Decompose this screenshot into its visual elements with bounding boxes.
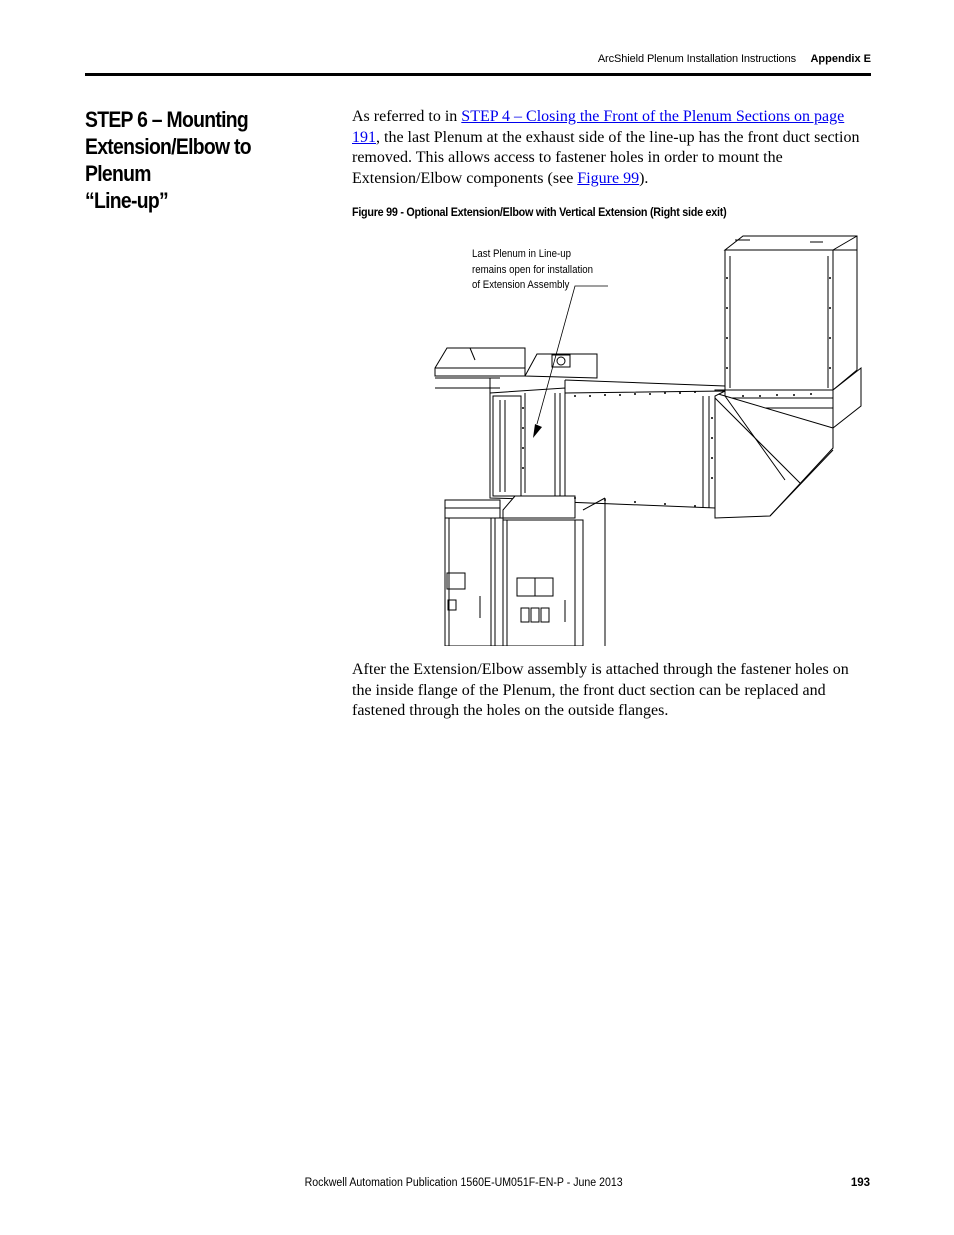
section-title — [85, 106, 305, 214]
header-rule — [85, 73, 871, 76]
callout-line3: of Extension Assembly — [472, 279, 570, 291]
document-title: ArcShield Plenum Installation Instructions — [597, 53, 796, 65]
callout-line1: Last Plenum in Line-up — [472, 248, 572, 260]
page-number: 193 — [850, 1177, 870, 1189]
intro-text-middle: , the last Plenum at the exhaust side of the line-up has the front duct section removed. This allows access to fastener holes in order to mount the Extension/Elbow components (see — [352, 128, 860, 187]
figure99-link[interactable]: Figure 99 — [577, 169, 640, 187]
publication-id: Rockwell Automation Publication 1560E-UM051F-EN-P - June 2013 — [305, 1177, 623, 1189]
callout-line2: remains open for installation — [472, 263, 594, 276]
page-footer — [0, 1177, 954, 1193]
section-title-line3: “Line-up” — [85, 188, 168, 213]
intro-paragraph — [352, 107, 872, 189]
closing-paragraph: After the Extension/Elbow assembly is attached through the fastener holes on the inside flange of the Plenum, the front duct section can be replaced and fastened through the holes on the outside flanges. — [352, 661, 849, 719]
section-title-line1: STEP 6 – Mounting — [85, 107, 249, 132]
section-title-line2: Extension/Elbow to Plenum — [85, 134, 251, 186]
intro-text-after: ). — [639, 169, 649, 187]
figure-caption: Figure 99 - Optional Extension/Elbow with Vertical Extension (Right side exit) — [352, 205, 727, 219]
appendix-label: Appendix E — [810, 53, 871, 65]
step4-link[interactable]: STEP 4 – Closing the Front of the Plenum Sections on page 191 — [352, 108, 845, 146]
intro-text-before: As referred to in — [352, 108, 462, 125]
figure-callout — [472, 247, 593, 294]
page-header — [0, 53, 954, 69]
